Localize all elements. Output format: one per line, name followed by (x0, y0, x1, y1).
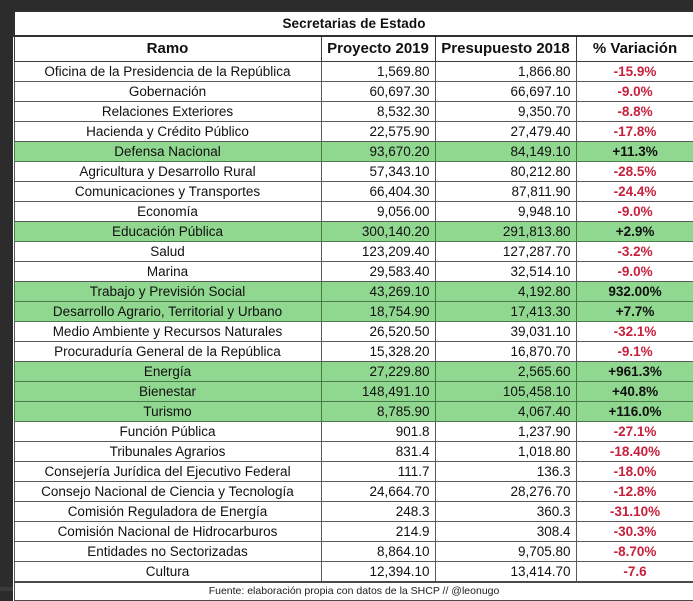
cell-ramo: Trabajo y Previsión Social (14, 282, 321, 302)
cell-variacion: -32.1% (576, 322, 693, 342)
spreadsheet-sheet (13, 10, 693, 597)
cell-proyecto-2019: 111.7 (321, 462, 435, 482)
cell-ramo: Hacienda y Crédito Público (14, 122, 321, 142)
cell-presupuesto-2018: 9,948.10 (435, 202, 576, 222)
cell-proyecto-2019: 26,520.50 (321, 322, 435, 342)
cell-presupuesto-2018: 16,870.70 (435, 342, 576, 362)
cell-presupuesto-2018: 32,514.10 (435, 262, 576, 282)
cell-ramo: Energía (14, 362, 321, 382)
table-row (14, 342, 693, 362)
cell-presupuesto-2018: 1,237.90 (435, 422, 576, 442)
table-row (14, 162, 693, 182)
cell-presupuesto-2018: 4,067.40 (435, 402, 576, 422)
column-header-variacion: % Variación (576, 36, 693, 62)
cell-presupuesto-2018: 2,565.60 (435, 362, 576, 382)
cell-variacion: -9.0% (576, 82, 693, 102)
cell-presupuesto-2018: 9,705.80 (435, 542, 576, 562)
cell-variacion: -31.10% (576, 502, 693, 522)
table-row (14, 282, 693, 302)
cell-presupuesto-2018: 360.3 (435, 502, 576, 522)
frame-top-border (0, 0, 693, 10)
cell-ramo: Consejo Nacional de Ciencia y Tecnología (14, 482, 321, 502)
cell-variacion: +961.3% (576, 362, 693, 382)
table-row (14, 122, 693, 142)
cell-ramo: Bienestar (14, 382, 321, 402)
table-row (14, 82, 693, 102)
cell-ramo: Agricultura y Desarrollo Rural (14, 162, 321, 182)
cell-proyecto-2019: 248.3 (321, 502, 435, 522)
table-title: Secretarias de Estado (14, 11, 693, 36)
cell-presupuesto-2018: 87,811.90 (435, 182, 576, 202)
cell-variacion: -24.4% (576, 182, 693, 202)
cell-presupuesto-2018: 28,276.70 (435, 482, 576, 502)
cell-ramo: Defensa Nacional (14, 142, 321, 162)
column-header-presupuesto-2018: Presupuesto 2018 (435, 36, 576, 62)
cell-presupuesto-2018: 39,031.10 (435, 322, 576, 342)
table-row (14, 542, 693, 562)
source-note: Fuente: elaboración propia con datos de la SHCP // @leonugo (14, 582, 693, 601)
cell-variacion: -8.8% (576, 102, 693, 122)
cell-presupuesto-2018: 80,212.80 (435, 162, 576, 182)
cell-variacion: 932.00% (576, 282, 693, 302)
cell-proyecto-2019: 18,754.90 (321, 302, 435, 322)
cell-presupuesto-2018: 105,458.10 (435, 382, 576, 402)
cell-proyecto-2019: 8,864.10 (321, 542, 435, 562)
cell-variacion: +116.0% (576, 402, 693, 422)
table-body (14, 62, 693, 583)
cell-proyecto-2019: 12,394.10 (321, 562, 435, 583)
cell-variacion: -3.2% (576, 242, 693, 262)
budget-table (13, 10, 693, 601)
table-row (14, 202, 693, 222)
table-row (14, 382, 693, 402)
table-row (14, 222, 693, 242)
cell-proyecto-2019: 27,229.80 (321, 362, 435, 382)
cell-proyecto-2019: 24,664.70 (321, 482, 435, 502)
cell-variacion: -30.3% (576, 522, 693, 542)
cell-variacion: -18.0% (576, 462, 693, 482)
cell-presupuesto-2018: 127,287.70 (435, 242, 576, 262)
cell-ramo: Oficina de la Presidencia de la República (14, 62, 321, 82)
cell-presupuesto-2018: 17,413.30 (435, 302, 576, 322)
table-row (14, 262, 693, 282)
column-header-ramo: Ramo (14, 36, 321, 62)
table-header-row (14, 36, 693, 62)
table-row (14, 142, 693, 162)
cell-proyecto-2019: 66,404.30 (321, 182, 435, 202)
cell-variacion: -18.40% (576, 442, 693, 462)
cell-proyecto-2019: 15,328.20 (321, 342, 435, 362)
cell-presupuesto-2018: 84,149.10 (435, 142, 576, 162)
cell-variacion: +40.8% (576, 382, 693, 402)
cell-ramo: Marina (14, 262, 321, 282)
table-row (14, 562, 693, 583)
cell-variacion: -27.1% (576, 422, 693, 442)
cell-presupuesto-2018: 9,350.70 (435, 102, 576, 122)
table-row (14, 442, 693, 462)
cell-presupuesto-2018: 308.4 (435, 522, 576, 542)
table-row (14, 322, 693, 342)
cell-presupuesto-2018: 13,414.70 (435, 562, 576, 583)
cell-variacion: -15.9% (576, 62, 693, 82)
table-row (14, 62, 693, 82)
cell-variacion: -9.0% (576, 202, 693, 222)
cell-variacion: -8.70% (576, 542, 693, 562)
cell-variacion: -17.8% (576, 122, 693, 142)
cell-ramo: Comisión Reguladora de Energía (14, 502, 321, 522)
cell-ramo: Función Pública (14, 422, 321, 442)
cell-proyecto-2019: 9,056.00 (321, 202, 435, 222)
cell-ramo: Educación Pública (14, 222, 321, 242)
table-row (14, 402, 693, 422)
table-row (14, 482, 693, 502)
cell-ramo: Relaciones Exteriores (14, 102, 321, 122)
table-row (14, 422, 693, 442)
cell-presupuesto-2018: 4,192.80 (435, 282, 576, 302)
cell-proyecto-2019: 93,670.20 (321, 142, 435, 162)
cell-ramo: Consejería Jurídica del Ejecutivo Federal (14, 462, 321, 482)
cell-proyecto-2019: 300,140.20 (321, 222, 435, 242)
table-row (14, 102, 693, 122)
table-row (14, 302, 693, 322)
cell-proyecto-2019: 1,569.80 (321, 62, 435, 82)
cell-ramo: Desarrollo Agrario, Territorial y Urbano (14, 302, 321, 322)
cell-ramo: Procuraduría General de la República (14, 342, 321, 362)
table-source-row (14, 582, 693, 601)
cell-proyecto-2019: 148,491.10 (321, 382, 435, 402)
table-row (14, 362, 693, 382)
cell-presupuesto-2018: 1,866.80 (435, 62, 576, 82)
cell-presupuesto-2018: 136.3 (435, 462, 576, 482)
cell-ramo: Entidades no Sectorizadas (14, 542, 321, 562)
cell-proyecto-2019: 43,269.10 (321, 282, 435, 302)
cell-variacion: -9.0% (576, 262, 693, 282)
cell-ramo: Economía (14, 202, 321, 222)
cell-variacion: +7.7% (576, 302, 693, 322)
cell-ramo: Medio Ambiente y Recursos Naturales (14, 322, 321, 342)
cell-proyecto-2019: 901.8 (321, 422, 435, 442)
cell-presupuesto-2018: 27,479.40 (435, 122, 576, 142)
cell-proyecto-2019: 123,209.40 (321, 242, 435, 262)
table-row (14, 522, 693, 542)
cell-proyecto-2019: 29,583.40 (321, 262, 435, 282)
cell-variacion: -7.6 (576, 562, 693, 583)
table-title-row (14, 11, 693, 36)
cell-proyecto-2019: 214.9 (321, 522, 435, 542)
cell-proyecto-2019: 22,575.90 (321, 122, 435, 142)
cell-ramo: Turismo (14, 402, 321, 422)
column-header-proyecto-2019: Proyecto 2019 (321, 36, 435, 62)
cell-variacion: -28.5% (576, 162, 693, 182)
cell-variacion: +2.9% (576, 222, 693, 242)
cell-presupuesto-2018: 66,697.10 (435, 82, 576, 102)
cell-proyecto-2019: 8,532.30 (321, 102, 435, 122)
cell-proyecto-2019: 831.4 (321, 442, 435, 462)
cell-ramo: Comunicaciones y Transportes (14, 182, 321, 202)
cell-ramo: Tribunales Agrarios (14, 442, 321, 462)
cell-variacion: -9.1% (576, 342, 693, 362)
cell-variacion: +11.3% (576, 142, 693, 162)
table-row (14, 502, 693, 522)
cell-proyecto-2019: 60,697.30 (321, 82, 435, 102)
table-row (14, 182, 693, 202)
cell-proyecto-2019: 57,343.10 (321, 162, 435, 182)
table-row (14, 242, 693, 262)
cell-proyecto-2019: 8,785.90 (321, 402, 435, 422)
table-row (14, 462, 693, 482)
cell-ramo: Salud (14, 242, 321, 262)
cell-presupuesto-2018: 291,813.80 (435, 222, 576, 242)
cell-ramo: Gobernación (14, 82, 321, 102)
cell-ramo: Cultura (14, 562, 321, 583)
cell-ramo: Comisión Nacional de Hidrocarburos (14, 522, 321, 542)
cell-presupuesto-2018: 1,018.80 (435, 442, 576, 462)
frame-left-border (0, 0, 13, 591)
cell-variacion: -12.8% (576, 482, 693, 502)
